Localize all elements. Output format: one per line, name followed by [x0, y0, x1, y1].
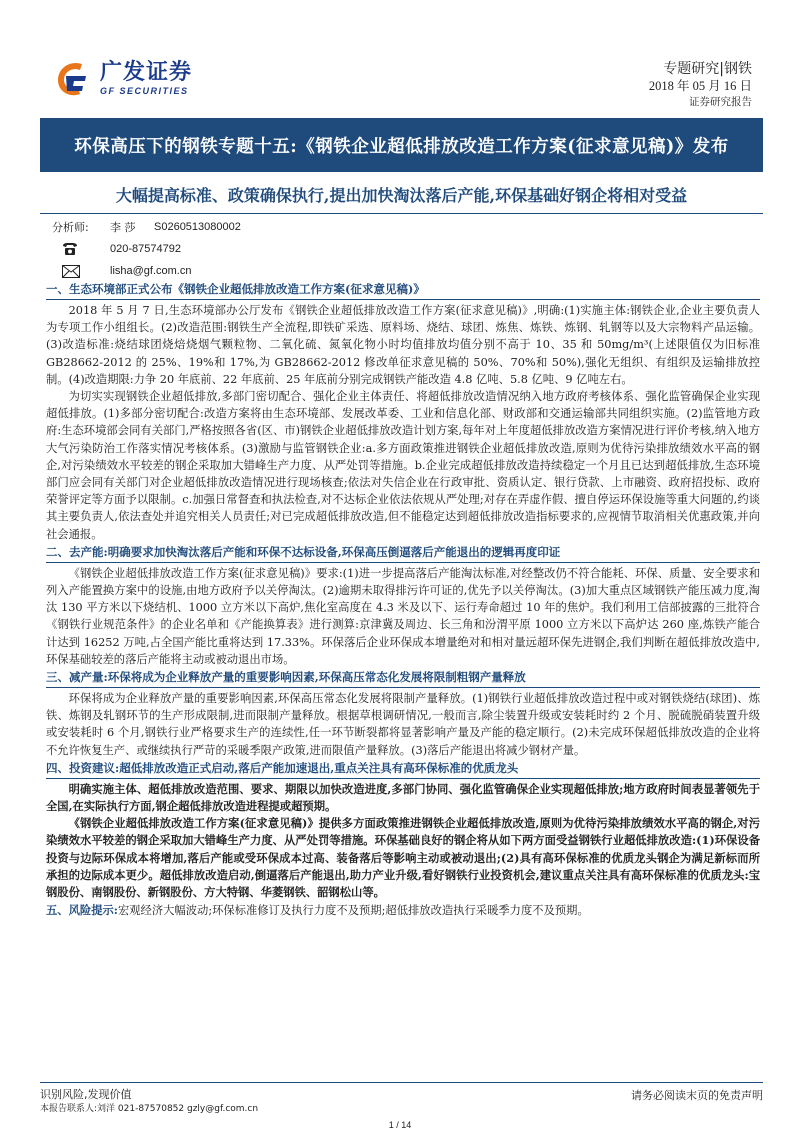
section-4-paragraph-2: 《钢铁企业超低排放改造工作方案(征求意见稿)》提供多方面政策推进钢铁企业超低排放改造,原则为优待污染排放绩效水平高的钢企,对污染绩效水平较差的钢企采取加大错峰生产力度、从严处罚等措施。环保基础良好的钢企将从如下两方面受益钢铁行业超低排放改造:(1)环保设备投资与边际环保成本将增加,落后产能或受环保成本过高、装备落后等影响主动或被动退出;(2)具有高环保标准的优质龙头钢企为满足新标而所承担的边际成本更少。超低排放改造启动,倒逼落后产能退出,助力产业升级,看好钢铁行业投资机会,建议重点关注具有高环保标准的优质龙头:宝钢股份、南钢股份、新钢股份、方大特钢、华菱钢铁、韶钢松山等。	[46, 816, 760, 900]
analyst-label: 分析师:	[52, 221, 89, 234]
report-subtitle: 大幅提高标准、政策确保执行,提出加快淘汰落后产能,环保基础好钢企将相对受益	[115, 185, 688, 205]
section-4-heading: 四、投资建议:超低排放改造正式启动,落后产能加速退出,重点关注具有高环保标准的优质龙头	[46, 759, 760, 779]
section-3-heading: 三、减产量:环保将成为企业释放产量的重要影响因素,环保高压常态化发展将限制粗钢产量释放	[46, 668, 760, 688]
analyst-email[interactable]: lisha@gf.com.cn	[110, 265, 192, 277]
gf-logo-mark-icon	[52, 58, 94, 100]
mail-icon	[52, 265, 110, 278]
section-4-paragraph-1: 明确实施主体、超低排放改造范围、要求、期限以加快改造进度,多部门协同、强化监管确保企业实现超低排放;地方政府时间表显著领先于全国,在实际执行方面,钢企超低排放改造进程提或超预期。	[46, 781, 760, 814]
report-date: 2018 年 05 月 16 日	[648, 79, 752, 93]
section-5-heading: 五、风险提示:	[46, 903, 118, 918]
section-2-paragraph-1: 《钢铁企业超低排放改造工作方案(征求意见稿)》要求:(1)进一步提高落后产能淘汰标准,对经整改仍不符合能耗、环保、质量、安全要求和列入产能置换方案中的设施,由地方政府予以关停淘汰。(2)逾期未取得排污许可证的,优先予以关停淘汰。(3)加大重点区域钢铁产能压减力度,淘汰 130 平方米以下烧结机、1000 立方米以下高炉,焦化室高度在 4.3 米及以下、运行寿命超过 10 年的焦炉。我们利用工信部披露的三批符合《钢铁行业规范条件》的企业名单和《产能换算表》进行测算:京津冀及周边、长三角和汾渭平原 1000 立方米以下高炉达 260 座,炼铁产能合计达到 16252 万吨,占全国产能比重将达到 17.33%。环保落后企业环保成本增量绝对和相对量远超环保先进钢企,我们判断在超低排放改造中,环保基础较差的落后产能将主动或被动退出市场。	[46, 566, 760, 666]
analyst-license-code: S0260513080002	[154, 221, 241, 233]
analyst-name: 李 莎	[110, 221, 136, 234]
report-category: 证券研究报告	[689, 96, 752, 108]
analyst-info	[52, 216, 241, 282]
report-title: 环保高压下的钢铁专题十五:《钢铁企业超低排放改造工作方案(征求意见稿)》发布	[74, 136, 729, 157]
gf-logo	[52, 58, 192, 100]
report-type: 专题研究|钢铁	[663, 61, 752, 77]
logo-chinese-text: 广发证券	[100, 60, 193, 85]
section-3-paragraph-1: 环保将成为企业释放产量的重要影响因素,环保高压常态化发展将限制产量释放。(1)钢铁行业超低排放改造过程中或对钢铁烧结(球团)、炼铁、炼钢及轧钢环节的生产形成限制,进而限制产量释放。根据草根调研情况,一般而言,除尘装置升级或安装耗时约 2 个月、脱硫脱硝装置升级或安装耗时 6 个月,钢铁行业严格要求生产的连续性,任一环节断裂都将显著影响产量及产能的稳定顺行。(2)未完成环保超低排放改造的企业将不允许恢复生产、或继续执行严苛的采暖季限产政策,进而限值产量释放。(3)落后产能退出将减少钢材产量。	[46, 692, 760, 757]
report-subtitle-box	[40, 176, 763, 212]
footer-contact: 本报告联系人:刘洋 021-87570852 gzly@gf.com.cn	[40, 1104, 259, 1114]
section-5-text: 宏观经济大幅波动;环保标准修订及执行力度不及预期;超低排放改造执行采暖季力度不及预期。	[117, 904, 589, 918]
report-header	[0, 0, 800, 110]
footer-disclaimer-note: 请务必阅读末页的免责声明	[631, 1089, 763, 1102]
phone-icon	[52, 242, 110, 256]
footer-slogan: 识别风险,发现价值	[40, 1088, 132, 1101]
page-number: 1 / 14	[388, 1120, 412, 1130]
section-1-paragraph-1: 2018 年 5 月 7 日,生态环境部办公厅发布《钢铁企业超低排放改造工作方案(征求意见稿)》,明确:(1)实施主体:钢铁企业,企业主要负责人为专项工作小组组长。(2)改造范围:钢铁生产全流程,即铁矿采选、原料场、烧结、球团、炼焦、炼铁、炼钢、轧钢等以及大宗物料产品运输。(3)改造标准:烧结球团烧焙烧烟气颗粒物、二氧化硫、氮氧化物小时均值排放均值分别不高于 10、35 和 50mg/m³(上述限值仅为旧标准 GB28662-2012 的 25%、19%和 17%,为 GB28662-2012 修改单征求意见稿的 50%、70%和 50%),强化无组织、有组织及运输排放控制。(4)改造期限:力争 20 年底前、22 年底前、25 年底前分别完成钢铁产能改造 4.8 亿吨、5.8 亿吨、9 亿吨左右。	[46, 304, 760, 386]
divider	[40, 213, 763, 214]
logo-english-text: GF SECURITIES	[100, 86, 189, 96]
report-footer	[40, 1082, 763, 1114]
report-title-bar	[40, 118, 763, 172]
section-2-heading: 二、去产能:明确要求加快淘汰落后产能和环保不达标设备,环保高压倒逼落后产能退出的逻辑再度印证	[46, 543, 760, 563]
analyst-phone: 020-87574792	[110, 243, 181, 255]
section-5-risk	[46, 901, 760, 920]
section-1-paragraph-2: 为切实实现钢铁企业超低排放,多部门密切配合、强化企业主体责任、将超低排放改造情况纳入地方政府考核体系、强化监管确保企业实现超低排放。(1)多部分密切配合:改造方案将由生态环境部、发展改革委、工业和信息化部、财政部和交通运输部共同组织实施。(2)监管地方政府:生态环境部会同有关部门,严格按照各省(区、市)钢铁企业超低排放改造计划方案,每年对上年度超低排放改造方案情况进行评价考核,纳入地方大气污染防治工作落实情况考核体系。(3)激励与监管钢铁企业:a.多方面政策推进钢铁企业超低排放改造,原则为优待污染排放绩效水平高的钢企,对污染绩效水平较差的钢企采取加大错峰生产力度、从严处罚等措施。b.企业完成超低排放改造持续稳定一个月且已达到超低排放,生态环境部门应会同有关部门对企业超低排放改造情况进行现场核查;依法对失信企业在行政审批、资质认定、银行贷款、上市融资、政府招投标、政府荣誉评定等方面予以限制。c.加强日常督查和执法检查,对不达标企业依法依规从严处理;对存在弄虚作假、擅自停运环保设施等重大问题的,约谈其主要负责人,依法查处并追究相关人员责任;对已完成超低排放改造,但不能稳定达到超低排放改造指标要求的,应视情节取消相关优惠政策,并向社会通报。	[46, 390, 760, 541]
report-body	[46, 280, 760, 920]
section-1-heading: 一、生态环境部正式公布《钢铁企业超低排放改造工作方案(征求意见稿)》	[46, 280, 760, 300]
